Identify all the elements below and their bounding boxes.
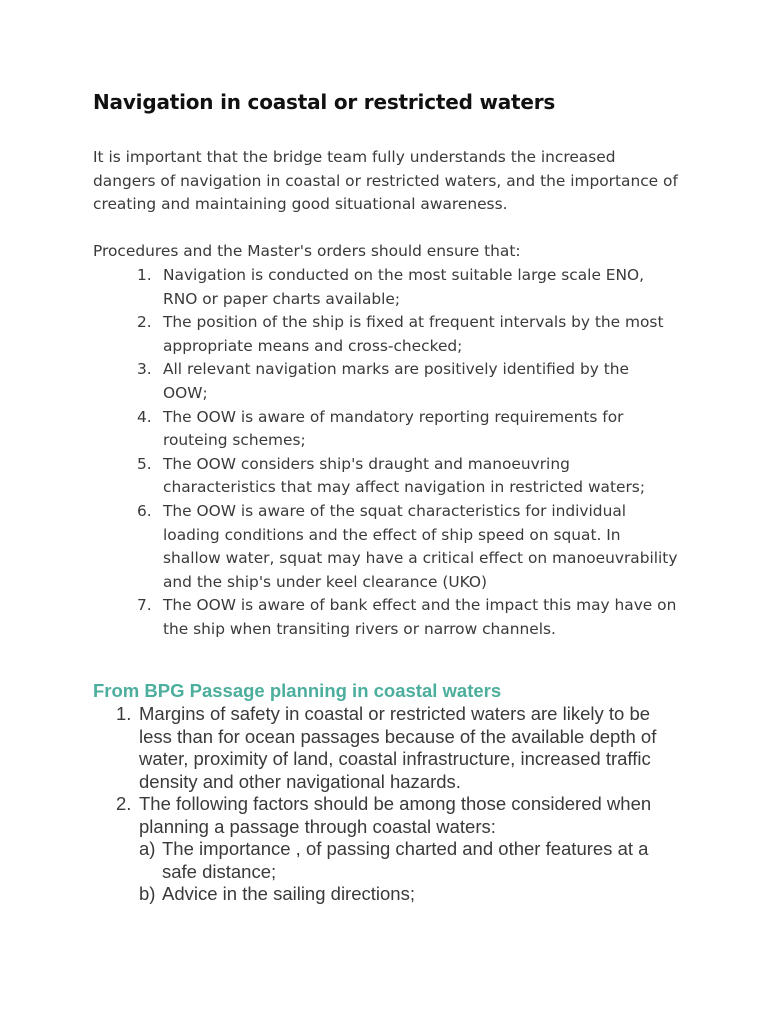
list-item	[93, 793, 683, 906]
bpg-sub-list	[139, 838, 683, 906]
list-item	[93, 500, 678, 594]
list-number: 4.	[137, 407, 152, 426]
sub-list-item	[139, 883, 683, 906]
list-item	[93, 703, 683, 793]
list-item	[93, 264, 678, 311]
list-number: 3.	[137, 360, 152, 379]
sub-list-item-text: The importance , of passing charted and other features at a safe distance;	[162, 838, 649, 882]
list-item-text: The OOW considers ship's draught and manoeuvring characteristics that may affect navigation in restricted waters;	[163, 454, 646, 497]
list-item	[93, 311, 678, 358]
list-item	[93, 594, 678, 641]
orders-list	[93, 264, 678, 642]
list-item-text: The OOW is aware of mandatory reporting requirements for routeing schemes;	[163, 407, 624, 450]
list-number: 2.	[137, 313, 152, 332]
list-item-text: The position of the ship is fixed at frequent intervals by the most appropriate means and cross-checked;	[163, 313, 664, 355]
list-item	[93, 453, 678, 500]
list-item-text: Navigation is conducted on the most suitable large scale ENO, RNO or paper charts available;	[163, 266, 645, 308]
list-item-text: The following factors should be among those considered when planning a passage through coastal waters:	[139, 793, 652, 837]
bpg-list	[93, 703, 683, 906]
orders-lead: Procedures and the Master's orders should ensure that:	[93, 242, 521, 260]
sub-list-item-text: Advice in the sailing directions;	[162, 883, 415, 904]
list-item	[93, 358, 678, 405]
list-item-text: All relevant navigation marks are positively identified by the OOW;	[163, 360, 629, 402]
sub-list-label: a)	[139, 838, 156, 859]
intro-paragraph: It is important that the bridge team fully understands the increased dangers of navigation in coastal or restricted waters, and the importance of creating and maintaining good situational awareness.	[93, 148, 678, 214]
bpg-section-heading: From BPG Passage planning in coastal waters	[93, 680, 502, 701]
list-number: 6.	[137, 501, 152, 520]
list-number: 7.	[137, 596, 152, 615]
list-number: 1.	[137, 266, 152, 284]
list-number: 1.	[116, 703, 132, 724]
list-item-text: The OOW is aware of the squat characteristics for individual loading conditions and the effect of ship speed on squat. In shallow water, squat may have a critical effect on manoeuvrability and the ship's under keel clearance (UKO)	[163, 501, 678, 591]
sub-list-item	[139, 838, 683, 883]
list-number: 5.	[137, 454, 152, 473]
page-title: Navigation in coastal or restricted waters	[93, 90, 556, 114]
list-item-text: Margins of safety in coastal or restricted waters are likely to be less than for ocean passages because of the available depth of water, proximity of land, coastal infrastructure, increased traffic density and other navigational hazards.	[139, 703, 657, 792]
list-item-text: The OOW is aware of bank effect and the impact this may have on the ship when transiting rivers or narrow channels.	[163, 596, 677, 638]
list-item	[93, 406, 678, 453]
list-number: 2.	[116, 793, 132, 814]
sub-list-label: b)	[139, 883, 156, 904]
